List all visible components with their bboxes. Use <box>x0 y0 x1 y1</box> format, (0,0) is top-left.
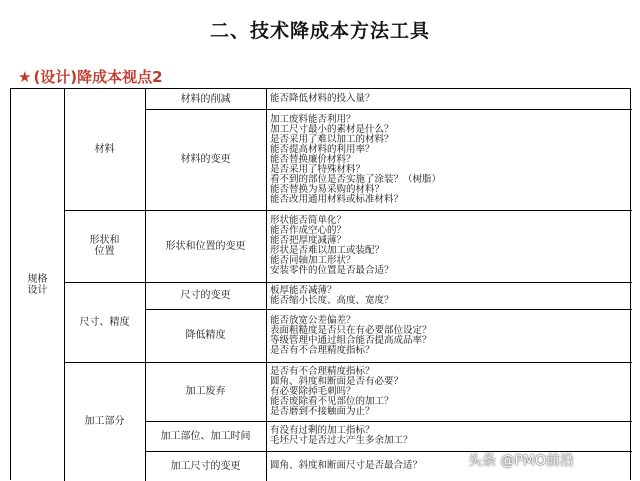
viewpoint-cell: 降低精度 <box>185 330 226 341</box>
question-line: 能否改用通用材料或标准材料？ <box>270 193 404 205</box>
question-line: 能否作成空心的？ <box>270 225 347 236</box>
star-icon: ★ <box>18 68 32 86</box>
viewpoint-cell: 形状和位置的变更 <box>165 240 246 252</box>
question-line: 是否采用了难以加工的材料？ <box>270 133 394 145</box>
question-line: 能否放宽公差偏差？ <box>270 314 356 326</box>
question-line: 能否废除看不见部位的加工？ <box>270 395 394 407</box>
question-line: 看不到的部位是否实施了涂装？（树脂） <box>270 173 442 185</box>
question-line: 板厚能否减薄？ <box>270 284 337 296</box>
question-line: 加工废料能否利用？ <box>270 113 356 125</box>
question-line: 加工尺寸最小的素材是什么？ <box>270 123 394 135</box>
question-line: 能否降低材料的投入量？ <box>270 93 375 104</box>
question-line: 能否缩小长度、高度、宽度？ <box>270 294 394 306</box>
watermark-text: 头条 @PMO前沿 <box>468 453 574 469</box>
question-line: 能否替换为易采购的材料？ <box>270 183 385 195</box>
watermark <box>468 450 628 470</box>
question-line: 形状是否难以加工或装配？ <box>270 245 385 256</box>
question-line: 是否有不合理精度指标？ <box>270 365 375 377</box>
question-line: 形状能否简单化？ <box>270 215 347 226</box>
question-line: 有没有过剩的加工指标？ <box>270 425 375 436</box>
question-line: 能否把厚度减薄？ <box>270 235 347 246</box>
group-cell: 尺寸、精度 <box>79 316 130 328</box>
viewpoint-cell: 加工尺寸的变更 <box>170 460 241 472</box>
question-cell <box>267 421 632 451</box>
viewpoint-cell: 材料的削减 <box>180 93 231 105</box>
question-cell <box>267 282 632 309</box>
question-line: 是否有不合理精度指标？ <box>270 344 375 356</box>
question-line: 圆角、斜度和断面尺寸是否最合适？ <box>270 460 423 471</box>
question-cell <box>267 210 632 282</box>
question-line: 圆角、斜度和断面是否有必要？ <box>270 375 404 387</box>
question-line: 等级管理中通过组合能否提高成品率？ <box>270 334 432 346</box>
viewpoint-cell: 加工废弃 <box>185 386 226 397</box>
question-cell <box>267 109 632 210</box>
viewpoint-cell: 尺寸的变更 <box>180 290 231 301</box>
question-line: 毛坯尺寸是否过大产生多余加工？ <box>270 435 413 446</box>
question-cell <box>267 89 632 109</box>
question-line: 是否磨到不接触面为止？ <box>270 405 375 417</box>
category-cell: 规格 设计 <box>27 274 48 296</box>
question-line: 能否替换廉价材料？ <box>270 153 356 165</box>
question-cell <box>267 362 632 421</box>
question-line: 有必要除掉毛刺吗？ <box>270 385 356 397</box>
group-cell: 加工部分 <box>84 416 125 427</box>
question-line: 能否提高材料的利用率？ <box>270 143 375 155</box>
viewpoint-cell: 材料的变更 <box>180 154 231 165</box>
question-line: 能否同轴加工形状？ <box>270 255 356 266</box>
section-subtitle <box>18 66 163 87</box>
subtitle-text: (设计)降成本视点2 <box>33 68 163 86</box>
question-cell <box>267 309 632 362</box>
cost-reduction-table <box>10 88 631 480</box>
question-line: 表面粗糙度是否只在有必要部位设定？ <box>270 324 432 336</box>
group-cell: 材料 <box>94 144 115 155</box>
question-line: 安装零件的位置是否最合适？ <box>270 265 394 276</box>
question-line: 是否采用了特殊材料？ <box>270 163 366 175</box>
viewpoint-cell: 加工部位、加工时间 <box>160 430 251 442</box>
page-title: 二、技术降成本方法工具 <box>209 20 430 42</box>
group-cell: 形状和 位置 <box>89 235 120 257</box>
